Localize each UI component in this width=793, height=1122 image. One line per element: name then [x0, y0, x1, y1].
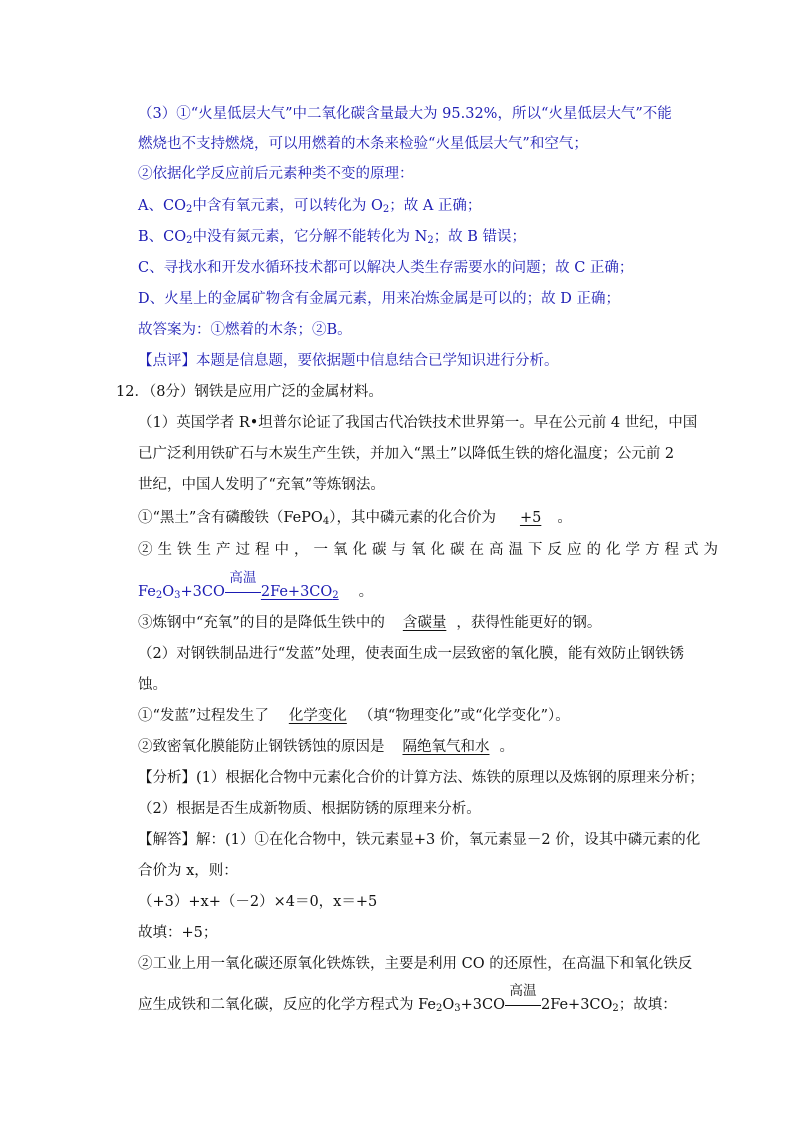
- text: ；故 A 正确；: [389, 198, 482, 214]
- text: ②依据化学反应前后元素种类不变的原理：: [138, 166, 414, 182]
- answer-blank: 隔绝氧气和水: [402, 739, 490, 755]
- text: ），其中磷元素的化合价为: [329, 510, 496, 526]
- subscript: 4: [322, 516, 330, 527]
- text: +3CO: [460, 997, 505, 1013]
- solution-line-3: [138, 892, 377, 912]
- text: （1）英国学者 R•坦普尔论证了我国古代冶铁技术世界第一。早在公元前 4 世纪，中国: [138, 415, 698, 431]
- text: ①“黑土”含有磷酸铁（FePO: [138, 510, 323, 526]
- equation-answer: [261, 584, 353, 600]
- reaction-condition: 高温: [229, 570, 257, 586]
- line-12: [138, 444, 674, 464]
- subscript: 3: [174, 590, 181, 601]
- text: C、寻找水和开发水循环技术都可以解决人类生存需要水的问题；故 C 正确；: [138, 260, 634, 276]
- line-1: [138, 104, 672, 124]
- line-6: [138, 258, 633, 278]
- subscript: 2: [332, 590, 339, 601]
- line-7: [138, 289, 620, 309]
- text: ②工业上用一氧化碳还原氧化铁炼铁，主要是利用 CO 的还原性，在高温下和氧化铁反: [138, 956, 693, 972]
- text: ；故填：: [618, 997, 677, 1013]
- reaction-condition: 高温: [509, 983, 537, 999]
- answer-blank: 含碳量: [402, 615, 447, 631]
- line-17: [138, 613, 601, 633]
- text: 。: [557, 510, 572, 526]
- subscript: 2: [186, 235, 193, 246]
- text: Fe: [138, 584, 156, 600]
- line-20: [138, 706, 570, 726]
- line-13: [138, 475, 385, 495]
- line-3: [138, 164, 414, 184]
- text: 中没有氮元素，它分解不能转化为 N: [192, 229, 428, 245]
- text: 2Fe+3CO: [540, 997, 613, 1013]
- analysis-line-2: [138, 799, 481, 819]
- text: ；故 B 错误；: [433, 229, 527, 245]
- text: 故填：+5；: [138, 925, 218, 941]
- text: 燃烧也不支持燃烧，可以用燃着的木条来检验“火星低层大气”和空气；: [138, 136, 588, 152]
- text: ②生铁生产过程中，一氧化碳与氧化碳在高温下反应的化学方程式为: [138, 542, 723, 558]
- line-2: [138, 134, 588, 154]
- equals-bar: [505, 1005, 541, 1006]
- analysis-line-1: [138, 768, 704, 788]
- reaction-arrow: [505, 983, 541, 1015]
- subscript: 3: [454, 1003, 461, 1014]
- text: ①“发蓝”过程发生了: [138, 708, 269, 724]
- text: 。: [499, 739, 514, 755]
- text: （+3）+x+（－2）×4＝0，x＝+5: [138, 894, 378, 910]
- solution-line-5: [138, 954, 692, 974]
- text: A、CO: [138, 198, 186, 214]
- text: （2）根据是否生成新物质、根据防锈的原理来分析。: [138, 801, 481, 817]
- text: O: [162, 584, 175, 600]
- solution-line-6: [138, 983, 677, 1019]
- question-12-heading: [116, 382, 383, 402]
- solution-line-4: [138, 923, 217, 943]
- equals-bar: [225, 592, 261, 593]
- line-8: [138, 320, 352, 340]
- text: 【解答】解：(1）①在化合物中，铁元素显+3 价，氧元素显－2 价，设其中磷元素的化: [138, 832, 701, 848]
- text: 2Fe+3CO: [260, 584, 333, 600]
- solution-line-2: [138, 861, 238, 881]
- text: O: [442, 997, 455, 1013]
- subscript: 2: [427, 235, 434, 246]
- subscript: 2: [612, 1003, 619, 1014]
- equation-line-1: [138, 570, 374, 606]
- text: 合价为 x，则：: [138, 863, 238, 879]
- text: 。: [358, 584, 374, 600]
- text: 中含有氧元素，可以转化为 O: [192, 198, 383, 214]
- line-11: [138, 413, 697, 433]
- text: 故答案为：①燃着的木条；②B。: [138, 322, 352, 338]
- text: 已广泛利用铁矿石与木炭生产生铁，并加入“黑土”以降低生铁的熔化温度；公元前 2: [138, 446, 675, 462]
- subscript: 2: [382, 204, 390, 215]
- subscript: 2: [185, 204, 193, 215]
- text: 应生成铁和二氧化碳，反应的化学方程式为 Fe: [138, 997, 436, 1013]
- line-4: [138, 196, 481, 220]
- text: 世纪，中国人发明了“充氧”等炼钢法。: [138, 477, 385, 493]
- line-19: [138, 675, 167, 695]
- line-21: [138, 737, 514, 757]
- text: ③炼钢中“充氧”的目的是降低生铁中的: [138, 615, 385, 631]
- answer-blank: +5: [519, 510, 542, 526]
- answer-blank: 化学变化: [288, 708, 347, 724]
- reaction-arrow: [225, 570, 261, 602]
- text: ②致密氧化膜能防止钢铁锈蚀的原因是: [138, 739, 385, 755]
- line-5: [138, 227, 526, 251]
- line-15: [138, 540, 723, 560]
- text: （填“物理变化”或“化学变化”）。: [358, 708, 570, 724]
- text: （2）对钢铁制品进行“发蓝”处理，使表面生成一层致密的氧化膜，能有效防止钢铁锈: [138, 646, 685, 662]
- text: 【点评】本题是信息题，要依据题中信息结合已学知识进行分析。: [138, 353, 559, 369]
- text: +3CO: [180, 584, 225, 600]
- line-18: [138, 644, 684, 664]
- text: 12．（8分）钢铁是应用广泛的金属材料。: [116, 384, 383, 400]
- solution-line-1: [138, 830, 700, 850]
- line-9: [138, 351, 559, 371]
- text: D、火星上的金属矿物含有金属元素，用来冶炼金属是可以的；故 D 正确；: [138, 291, 620, 307]
- text: （3）①“火星低层大气”中二氧化碳含量最大为 95.32%，所以“火星低层大气”不能: [138, 106, 672, 122]
- text: B、CO: [138, 229, 187, 245]
- subscript: 2: [435, 1003, 443, 1014]
- subscript: 2: [155, 590, 163, 601]
- text: 蚀。: [138, 677, 167, 693]
- text: 【分析】(1）根据化合物中元素化合价的计算方法、炼铁的原理以及炼钢的原理来分析；: [138, 770, 704, 786]
- text: ，获得性能更好的钢。: [456, 615, 602, 631]
- line-14: [138, 508, 572, 532]
